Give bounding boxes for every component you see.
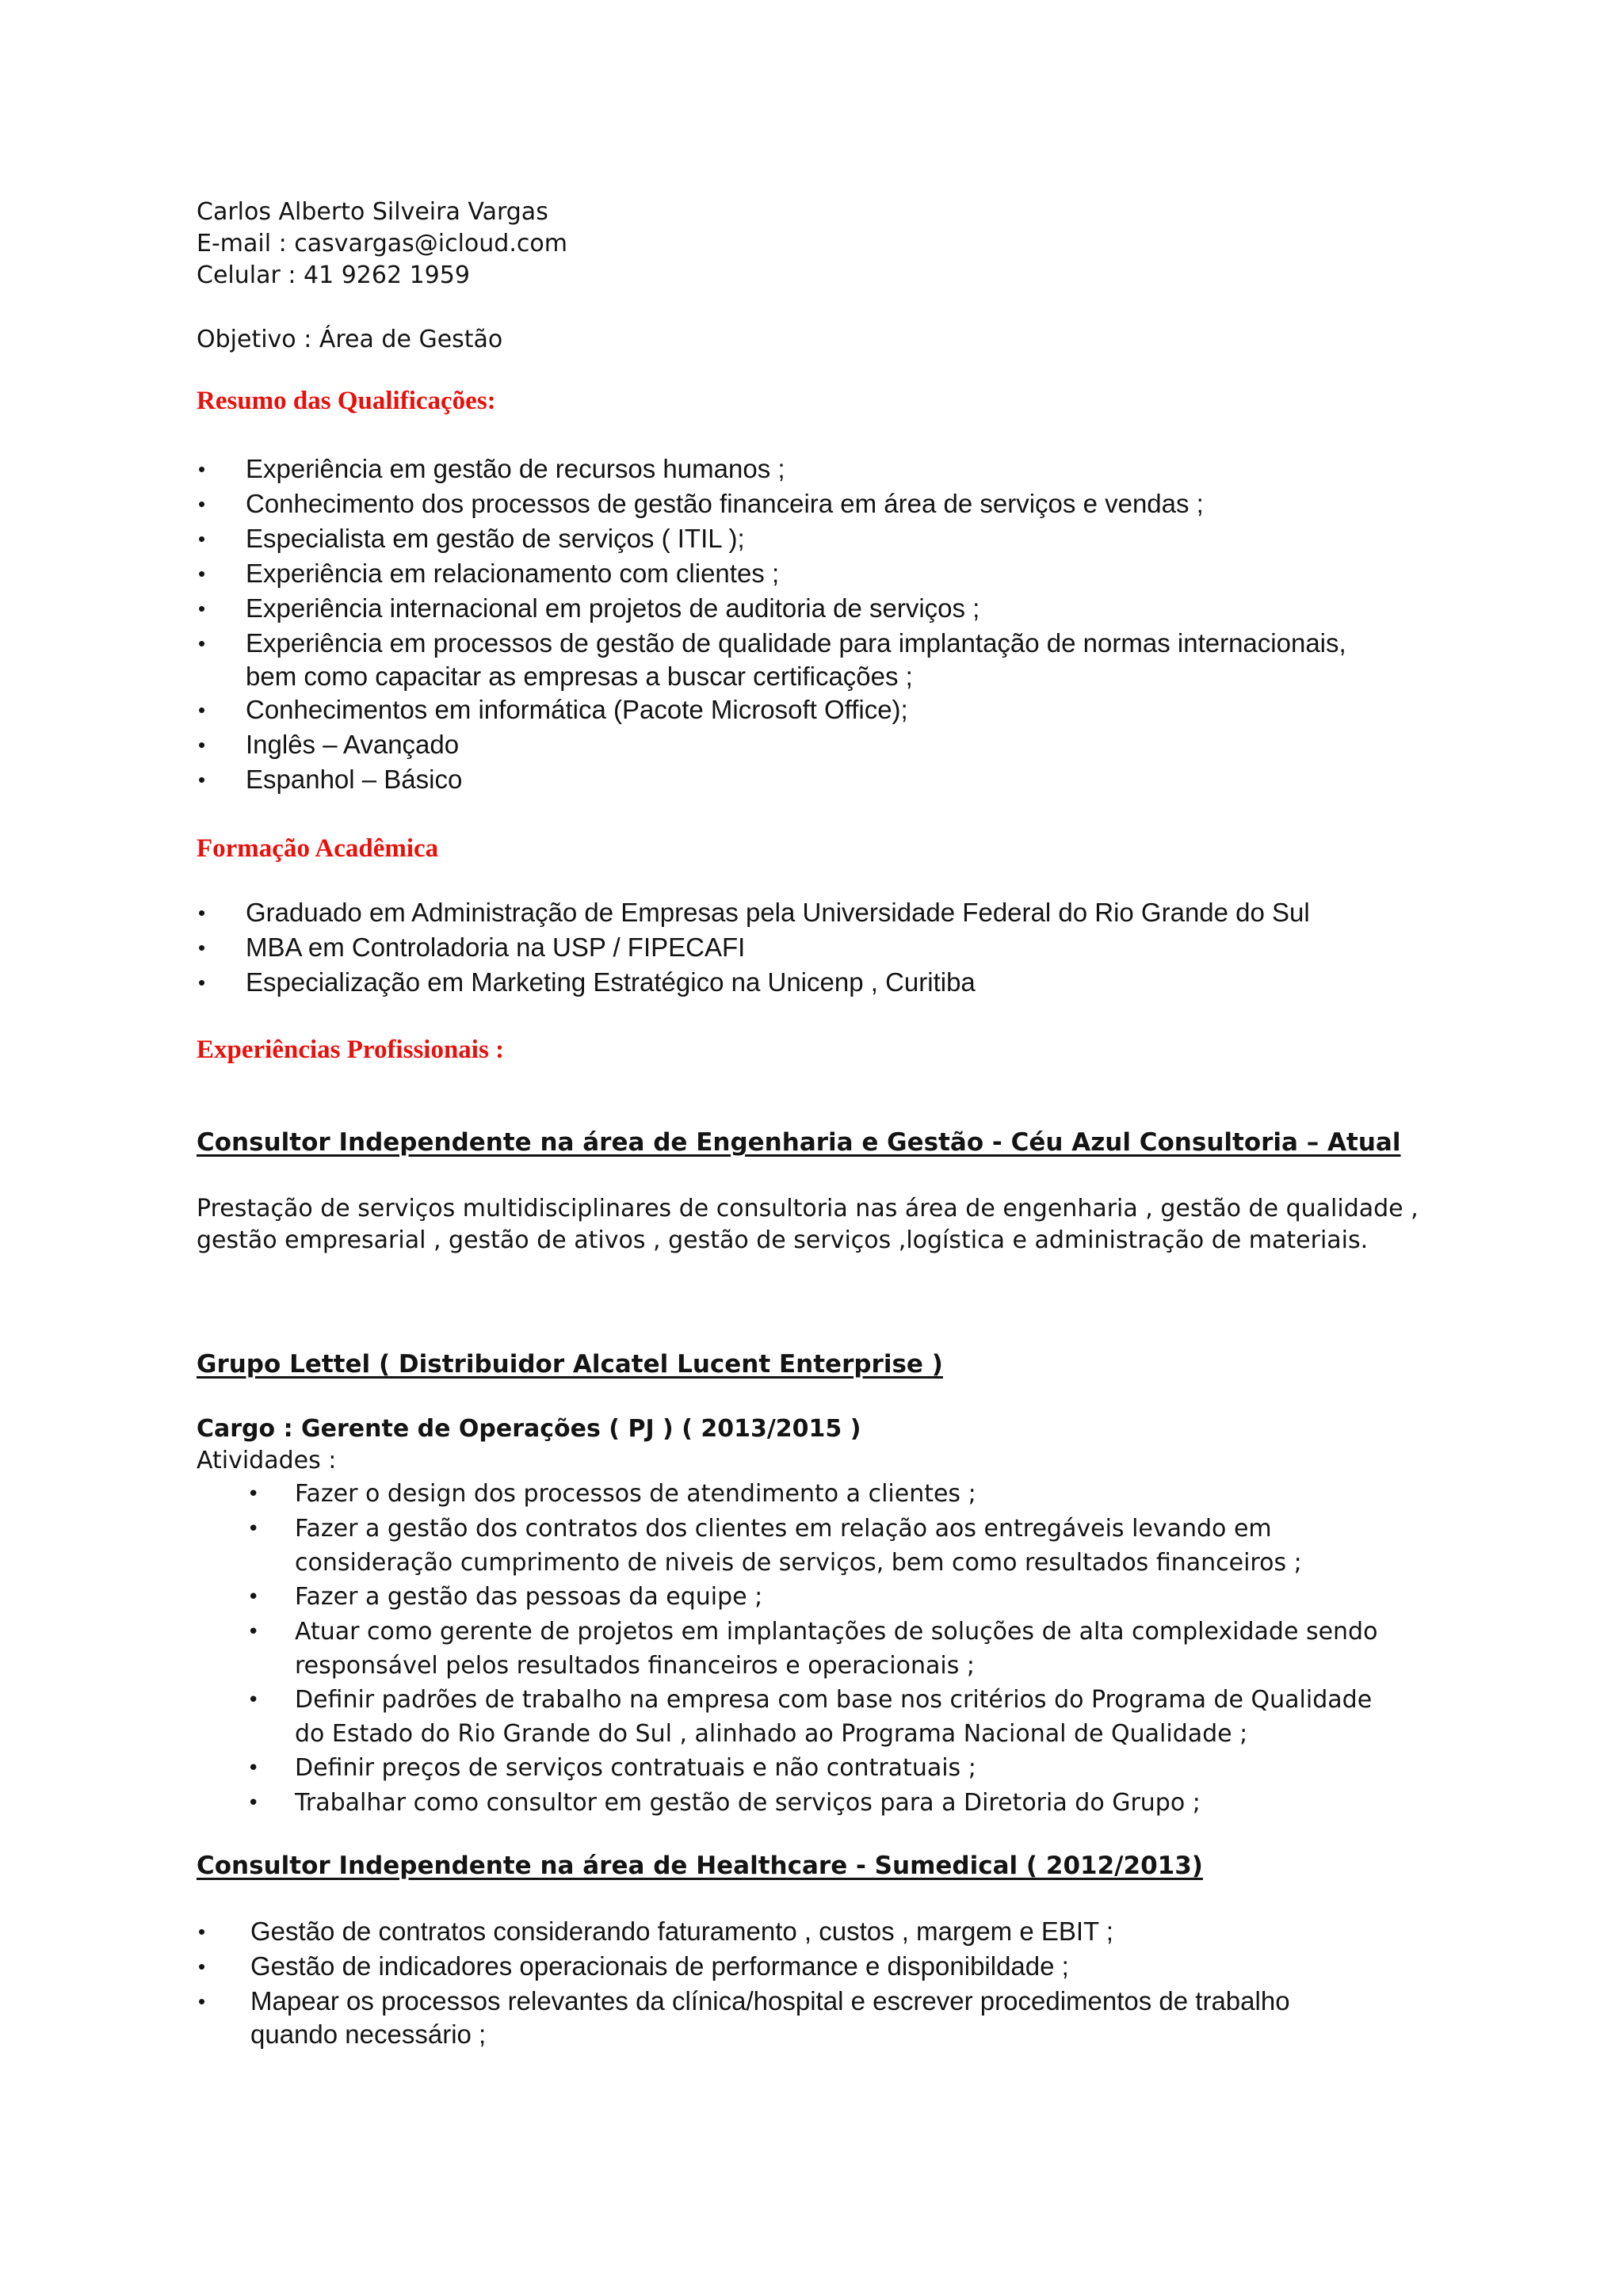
list-item: • Fazer o design dos processos de atendimento a clientes ; [247,1480,976,1508]
objective: Objetivo : Área de Gestão [197,326,503,353]
list-item: • Especialista em gestão de serviços ( ITIL ); [198,524,745,553]
list-item: • Experiência internacional em projetos de auditoria de serviços ; [198,593,980,623]
education-heading: Formação Acadêmica [197,834,439,863]
job1-description: Prestação de serviços multidisciplinares de consultoria nas área de engenharia , gestão de qualidade , gestão empresarial , gestão de ativos , gestão de serviços ,logística e administração de materiais. [197,1195,1419,1254]
list-item-continuation: bem como capacitar as empresas a buscar certificações ; [246,662,913,691]
experience-heading: Experiências Profissionais : [197,1035,505,1064]
list-item: • Experiência em processos de gestão de qualidade para implantação de normas internacionais, [198,628,1346,658]
job2-role: Cargo : Gerente de Operações ( PJ ) ( 2013/2015 ) [197,1415,861,1443]
list-item: • Espanhol – Básico [198,765,463,794]
contact-name: Carlos Alberto Silveira Vargas [197,198,548,226]
list-item: • Gestão de contratos considerando faturamento , custos , margem e EBIT ; [198,1917,1113,1946]
list-item-continuation: responsável pelos resultados financeiros e operacionais ; [295,1652,975,1680]
list-item: • Inglês – Avançado [198,730,460,759]
list-item: • Atuar como gerente de projetos em implantações de soluções de alta complexidade sendo [247,1618,1378,1646]
list-item: • Especialização em Marketing Estratégico na Unicenp , Curitiba [198,967,976,997]
contact-email: E-mail : casvargas@icloud.com [197,230,567,257]
list-item: • Fazer a gestão das pessoas da equipe ; [247,1583,763,1611]
contact-phone: Celular : 41 9262 1959 [197,261,470,289]
job2-activities-list [246,1477,1377,1821]
list-item: • Definir preços de serviços contratuais e não contratuais ; [247,1754,976,1782]
list-item-continuation: consideração cumprimento de niveis de serviços, bem como resultados financeiros ; [295,1549,1302,1577]
job3-title: Consultor Independente na área de Healthcare - Sumedical ( 2012/2013) [197,1852,1203,1880]
job1-title: Consultor Independente na área de Engenharia e Gestão - Céu Azul Consultoria – Atual [197,1128,1401,1157]
list-item-continuation: quando necessário ; [250,2019,487,2049]
list-item: • Fazer a gestão dos contratos dos clientes em relação aos entregáveis levando em [247,1515,1272,1543]
job2-activities-label: Atividades : [197,1447,337,1474]
list-item: • Trabalhar como consultor em gestão de serviços para a Diretoria do Grupo ; [247,1789,1201,1817]
list-item: • Experiência em relacionamento com clientes ; [198,559,780,588]
list-item: • Conhecimentos em informática (Pacote Microsoft Office); [198,695,908,724]
qualifications-heading: Resumo das Qualificações: [197,387,496,415]
job3-list [197,1914,1290,2050]
list-item: • Gestão de indicadores operacionais de performance e disponibildade ; [198,1951,1069,1981]
education-list [197,895,1310,1000]
list-item-continuation: do Estado do Rio Grande do Sul , alinhado ao Programa Nacional de Qualidade ; [295,1720,1248,1748]
job2-title: Grupo Lettel ( Distribuidor Alcatel Lucent Enterprise ) [197,1350,943,1379]
list-item: • Conhecimento dos processos de gestão financeira em área de serviços e vendas ; [198,489,1204,518]
list-item: • Definir padrões de trabalho na empresa com base nos critérios do Programa de Qualidade [247,1686,1373,1714]
list-item: • Mapear os processos relevantes da clínica/hospital e escrever procedimentos de trabalho [198,1986,1290,2016]
list-item: • Experiência em gestão de recursos humanos ; [198,454,785,483]
qualifications-list [197,452,1346,797]
list-item: • MBA em Controladoria na USP / FIPECAFI [198,933,746,962]
list-item: • Graduado em Administração de Empresas pela Universidade Federal do Rio Grande do Sul [198,898,1310,927]
